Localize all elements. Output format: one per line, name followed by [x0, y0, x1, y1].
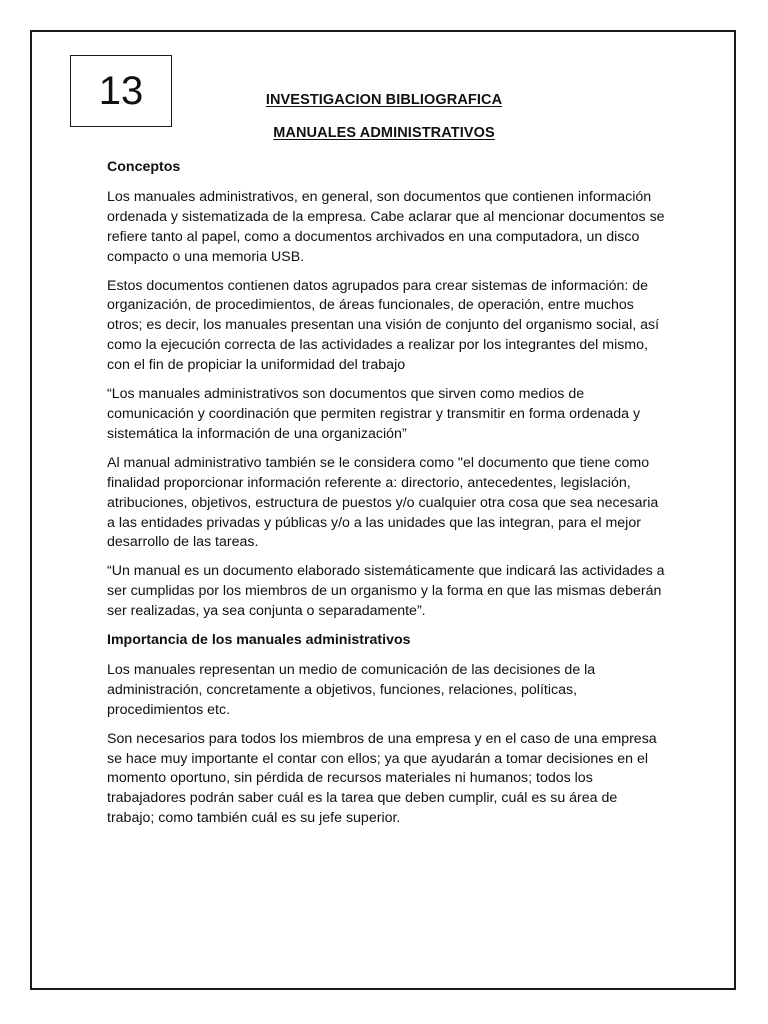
quote-paragraph: “Un manual es un documento elaborado sistemáticamente que indicará las actividades a ser cumplidas por los miembros de un organismo y la forma en que las mismas deberán ser realizadas, ya sea conjunta o separadamente”. — [107, 563, 665, 620]
paragraph: Los manuales administrativos, en general, son documentos que contienen información ordenada y sistematizada de la empresa. Cabe aclarar que al mencionar documentos se refiere tanto al papel, como a documentos archivados en una computadora, un disco compacto o una memoria USB. — [107, 188, 665, 265]
paragraph: Son necesarios para todos los miembros de una empresa y en el caso de una empresa se hace muy importante el contar con ellos; ya que ayudarán a tomar decisiones en el momento oportuno, sin pérdida de recursos materiales ni humanos; todos los trabajadores podrán saber cuál es la tarea que deben cumplir, cuál es su área de trabajo; como también cuál es su jefe superior. — [107, 730, 657, 827]
document-subtitle: MANUALES ADMINISTRATIVOS — [273, 125, 495, 141]
section-heading-importancia: Importancia de los manuales administrativos — [107, 632, 411, 649]
page-number: 13 — [70, 55, 172, 127]
document-body — [107, 158, 667, 838]
quote-paragraph: “Los manuales administrativos son documentos que sirven como medios de comunicación y coordinación que permiten registrar y transmitir en forma ordenada y sistemática la información de una organización” — [107, 386, 641, 442]
paragraph: Al manual administrativo también se le considera como "el documento que tiene como finalidad proporcionar información referente a: directorio, antecedentes, legislación, atribuciones, objetivos, estructura de puestos y/o cualquier otra cosa que sea necesaria a las entidades privadas y públicas y/o a las unidades que las integran, para el mejor desarrollo de las tareas. — [107, 454, 659, 551]
document-title: INVESTIGACION BIBLIOGRAFICA — [265, 92, 503, 108]
paragraph: Los manuales representan un medio de comunicación de las decisiones de la administración, concretamente a objetivos, funciones, relaciones, políticas, procedimientos etc. — [107, 661, 596, 718]
section-heading-conceptos: Conceptos — [107, 159, 181, 175]
paragraph: Estos documentos contienen datos agrupados para crear sistemas de información: de organización, de procedimientos, de áreas funcionales, de operación, entre muchos otros; es decir, los manuales presentan una visión de conjunto del organismo social, así como la ejecución correcta de las actividades a realizar por los integrantes del mismo, con el fin de propiciar la uniformidad del trabajo — [107, 277, 660, 374]
